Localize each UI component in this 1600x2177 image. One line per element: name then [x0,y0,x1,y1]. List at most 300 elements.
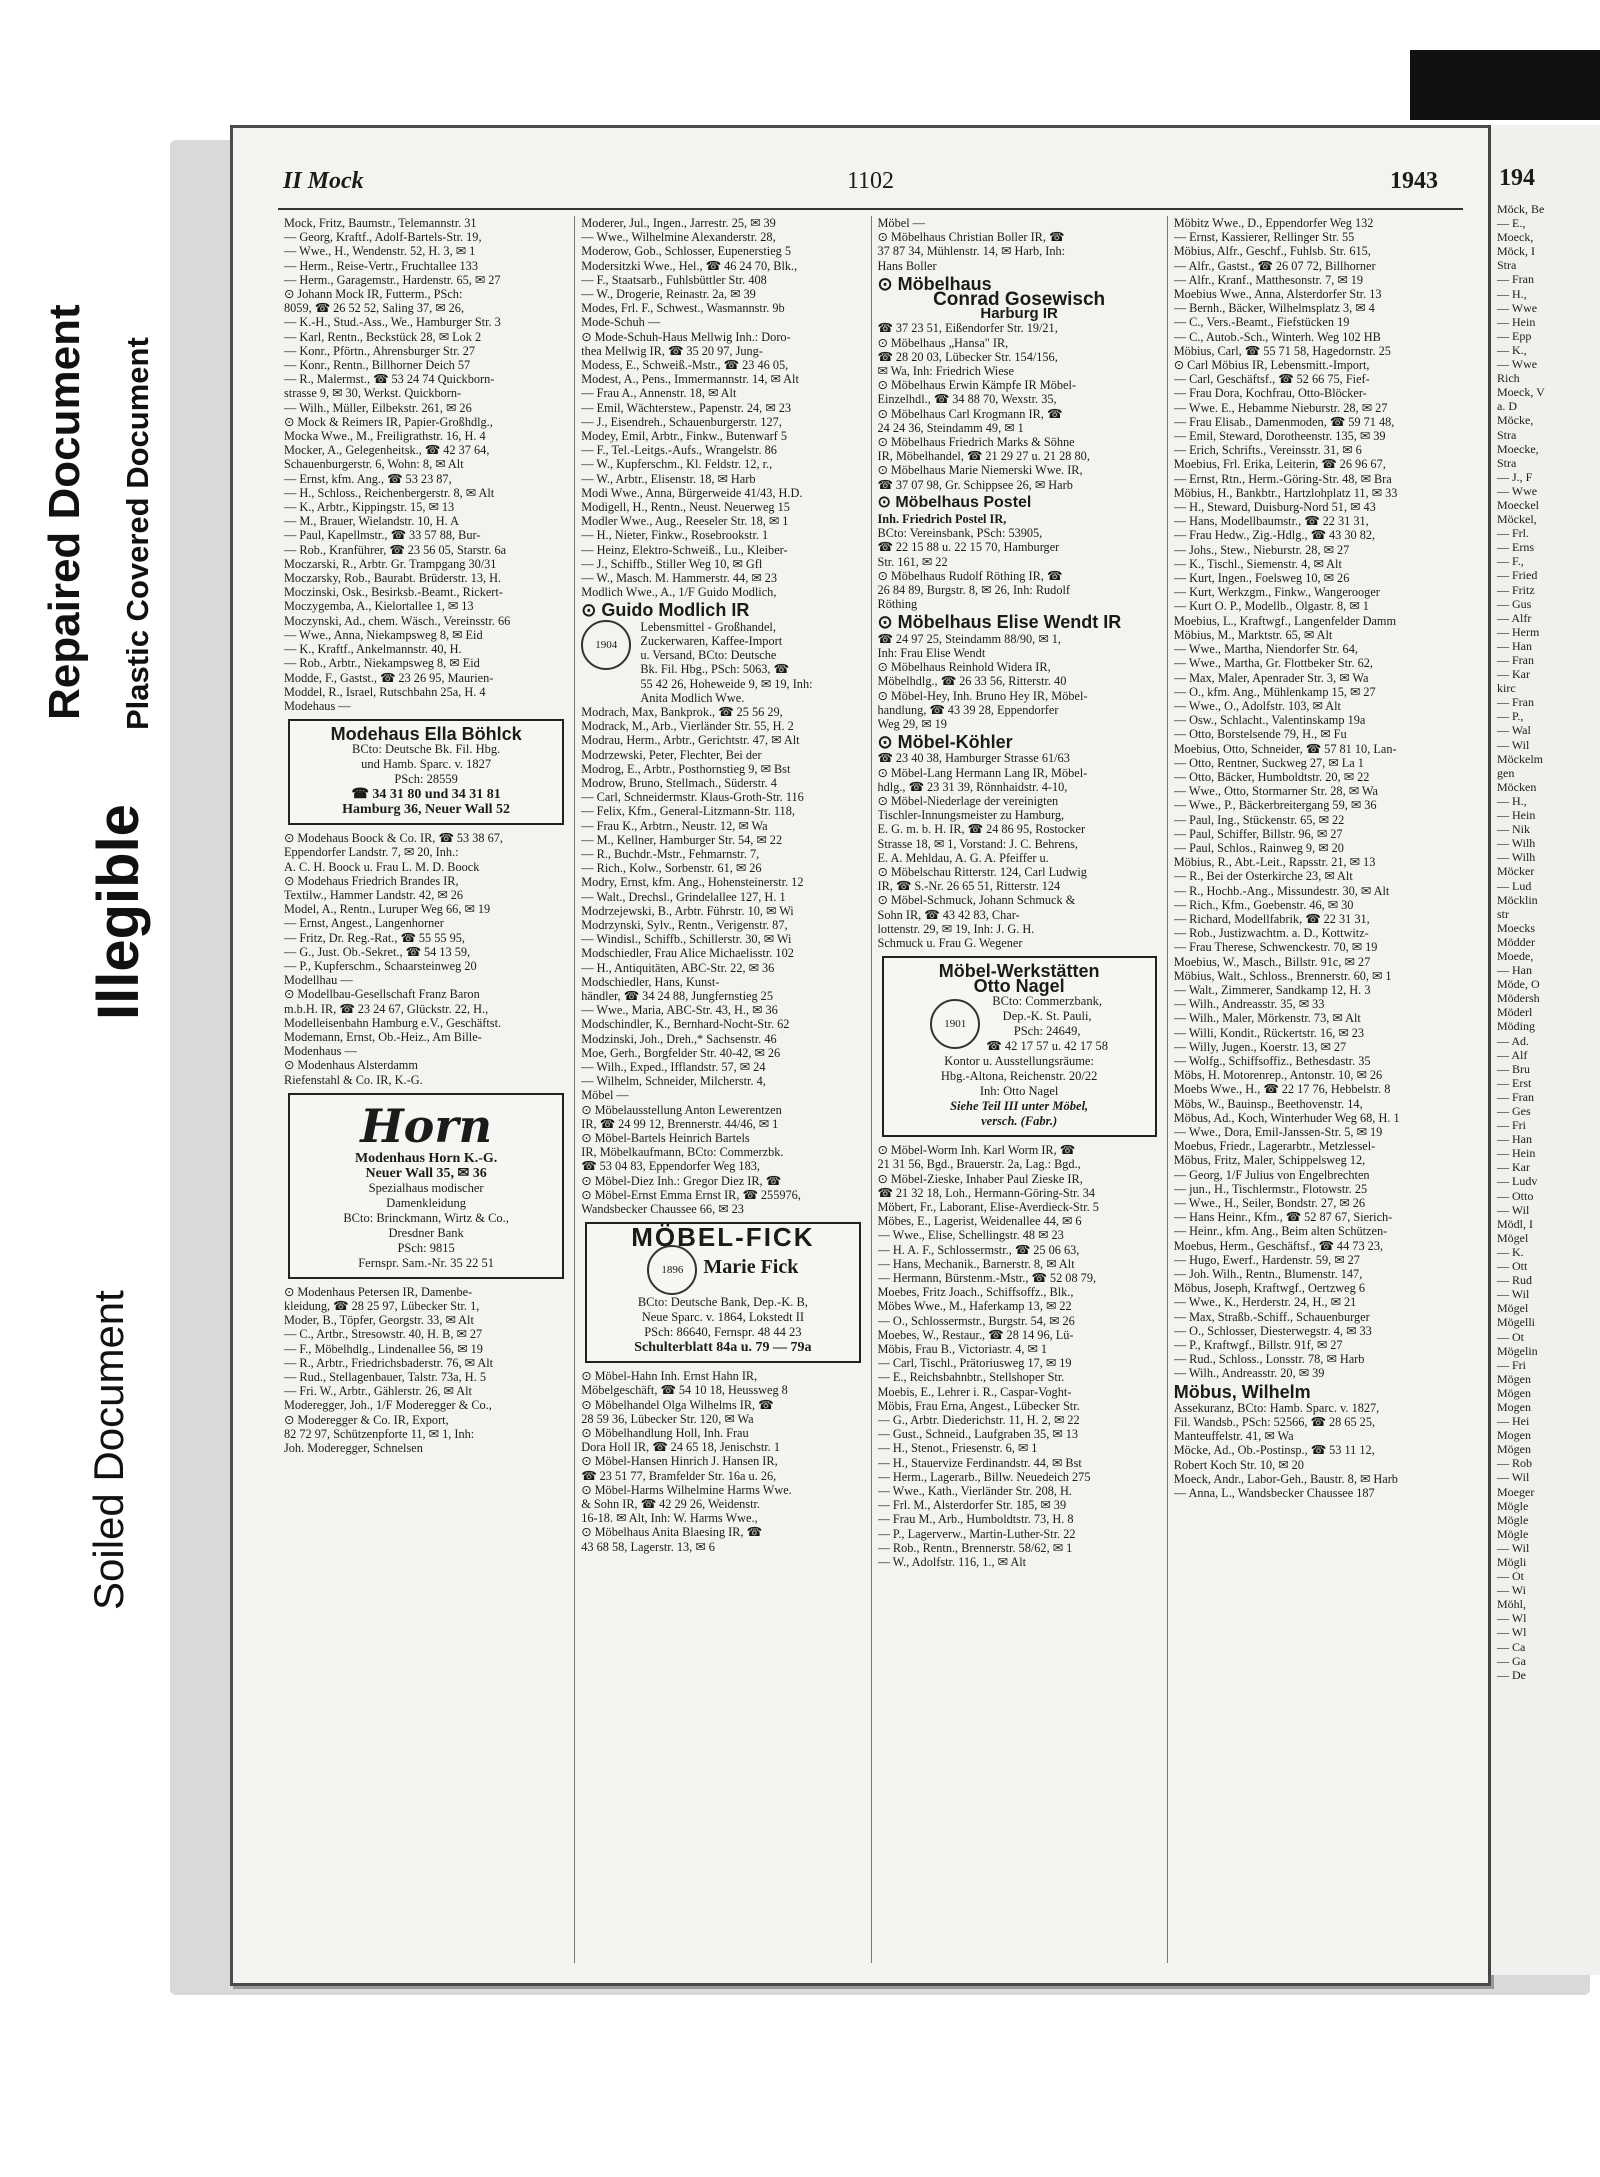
directory-entry: ☎ 53 04 83, Eppendorfer Weg 183, [581,1159,760,1174]
directory-entry: — Wil [1497,1540,1530,1555]
directory-entry: — Hein [1497,808,1536,823]
directory-entry: — Hein [1497,314,1536,329]
directory-entry: Modrach, Max, Bankprok., ☎ 25 56 29, [581,704,783,719]
directory-entry: Mögen [1497,1371,1531,1386]
directory-entry: — Frau Elisab., Damenmoden, ☎ 59 71 48, [1173,414,1395,429]
directory-entry: Modrzynski, Sylv., Rentn., Verigenstr. 87, [581,917,788,932]
directory-entry: Moebius Wwe., Anna, Alsterdorfer Str. 13 [1173,287,1382,302]
directory-entry: Mödl, I [1497,1216,1533,1231]
directory-entry: Möckel, [1497,512,1537,527]
directory-entry: — G., Arbtr. Diederichstr. 11, H. 2, ✉ 22 [877,1413,1080,1428]
directory-entry: Dora Holl IR, ☎ 24 65 18, Jenischstr. 1 [581,1440,780,1455]
ad-nagel-see: Siehe Teil III unter Möbel, [950,1099,1089,1114]
directory-entry: — R., Malermst., ☎ 53 24 74 Quickborn- [284,372,495,387]
directory-entry: Stra [1497,427,1517,442]
col1c-entries [284,1285,568,1455]
col2-entries [581,216,864,599]
page-header [283,168,1458,208]
directory-entry: händler, ☎ 34 24 88, Jungfernstieg 25 [581,988,773,1003]
directory-entry: m.b.H. IR, ☎ 23 24 67, Glückstr. 22, H., [284,1001,489,1016]
directory-entry: — Rob., Rentn., Brennerstr. 58/62, ✉ 1 [877,1540,1073,1555]
directory-entry: — Lud [1497,878,1532,893]
directory-entry: — Osw., Schlacht., Valentinskamp 19a [1173,713,1366,728]
directory-entry: Einzelhdl., ☎ 34 88 70, Wexstr. 35, [877,392,1057,407]
ad-horn-desc2: Damenkleidung [386,1195,467,1210]
directory-entry: Tischler-Innungsmeister zu Hamburg, [877,808,1065,823]
directory-entry: Moeck, Andr., Labor-Geh., Baustr. 8, ✉ Harb [1173,1471,1398,1486]
directory-entry: — Erich, Schrifts., Vereinsstr. 31, ✉ 6 [1173,443,1362,458]
directory-entry: ⊙ Johann Mock IR, Futterm., PSch: [284,287,463,302]
kohler-title: ⊙ Möbel-Köhler [877,732,1013,753]
directory-entry: Modler Wwe., Aug., Reeseler Str. 18, ✉ 1 [581,514,789,529]
directory-entry: Textilw., Hammer Landstr. 42, ✉ 26 [284,887,464,902]
directory-entry: — Herm., Lagerarb., Billw. Neuedeich 275 [877,1469,1091,1484]
wilhelm-l2: Fil. Wandsb., PSch: 52566, ☎ 28 65 25, [1173,1415,1376,1430]
directory-entry: Moebs Wwe., H., ☎ 22 17 76, Hebbelstr. 8 [1173,1082,1391,1097]
col1b-entries [284,831,568,1087]
directory-entry: Moczarski, R., Arbtr. Gr. Trampgang 30/31 [284,556,497,571]
col1-entries [284,216,568,713]
directory-entry: Robert Koch Str. 10, ✉ 20 [1173,1457,1304,1472]
next-page-year: 194 [1499,165,1535,191]
directory-entry: — O., Schlossermstr., Burgstr. 54, ✉ 26 [877,1313,1075,1328]
directory-entry: — J., Schiffb., Stiller Weg 10, ✉ Gfl [581,556,763,571]
directory-entry: hdlg., ☎ 23 31 39, Rönnhaidstr. 4-10, [877,779,1068,794]
directory-entry: Moczinski, Osk., Besirksb.-Beamt., Rickert- [284,585,503,600]
directory-entry: Modemann, Ernst, Ob.-Heiz., Am Bille- [284,1029,482,1044]
ad-horn-bank2: Dresdner Bank [388,1225,464,1240]
directory-entry: — Anna, L., Wandsbecker Chaussee 187 [1173,1486,1375,1501]
directory-entry: BCto: Vereinsbank, PSch: 53905, [877,526,1043,541]
directory-entry: — K., [1497,342,1527,357]
directory-entry: 26 84 89, Burgstr. 8, ✉ 26, Inh: Rudolf [877,583,1070,598]
directory-entry: ☎ 23 51 77, Bramfelder Str. 16a u. 26, [581,1468,777,1483]
directory-entry: gen [1497,765,1515,780]
directory-entry: Mödersh [1497,991,1540,1006]
col2b-entries [581,705,864,1216]
ad-horn-desc1: Spezialhaus modischer [368,1180,484,1195]
directory-entry: — Wilh., Maler, Mörkenstr. 73, ✉ Alt [1173,1011,1361,1026]
directory-entry: — Willy, Jugen., Koerstr. 13, ✉ 27 [1173,1039,1347,1054]
directory-entry: Moczynski, Ad., chem. Wäsch., Vereinsstr. 66 [284,613,511,628]
directory-entry: — Wwe [1497,357,1538,372]
directory-entry: Modrack, M., Arb., Vierländer Str. 55, H. 2 [581,719,794,734]
directory-entry: — Ott [1497,1259,1528,1274]
directory-entry: Stra [1497,258,1517,273]
directory-entry: Moderow, Gob., Schlosser, Eupenerstieg 5 [581,244,792,259]
directory-entry: Modde, F., Gastst., ☎ 23 26 95, Maurien- [284,670,494,685]
directory-entry: — Rob., Arbtr., Niekampsweg 8, ✉ Eid [284,656,480,671]
directory-entry: Stra [1497,455,1517,470]
directory-entry: — E., Reichsbahnbtr., Stellshoper Str. [877,1370,1065,1385]
directory-entry: Eppendorfer Landstr. 7, ✉ 20, Inh.: [284,845,459,860]
directory-entry: Sohn IR, ☎ 43 42 83, Char- [877,907,1020,922]
ad-bohlck-addr: Hamburg 36, Neuer Wall 52 [342,802,511,818]
directory-entry: Möbelhdlg., ☎ 26 33 56, Ritterstr. 40 [877,674,1067,689]
directory-entry: ⊙ Möbelhandlung Holl, Inh. Frau [581,1426,749,1441]
directory-entry: — Emil, Wächterstew., Papenstr. 24, ✉ 23 [581,400,791,415]
directory-entry: Moebes, Fritz Joach., Schiffsoffz., Blk., [877,1285,1074,1300]
directory-entry: — Fran [1497,653,1534,667]
directory-entry: Modess, E., Schweiß.-Mstr., ☎ 23 46 05, [581,358,789,373]
gosewisch-l4: ☎ 37 23 51, Eißendorfer Str. 19/21, [877,321,1058,336]
directory-entry: Möbis, Frau Erna, Angest., Lübecker Str. [877,1398,1080,1413]
directory-entry: — W., Adolfstr. 116, 1., ✉ Alt [877,1555,1027,1570]
directory-entry: Mögel [1497,1230,1529,1245]
directory-entry: — Carl, Schneidermstr. Klaus-Groth-Str. 116 [581,790,804,805]
guido-seal-icon: 1904 [581,620,631,670]
directory-entry: ⊙ Möbel-Harms Wilhelmine Harms Wwe. [581,1482,792,1497]
directory-entry: — Carl, Tischl., Prätoriusweg 17, ✉ 19 [877,1356,1072,1371]
directory-entry: Modrau, Herm., Arbtr., Gerichtstr. 47, ✉ Alt [581,733,800,748]
directory-entry: ⊙ Möbelhaus Christian Boller IR, ☎ [877,230,1065,245]
directory-entry: — K., Arbtr., Kippingstr. 15, ✉ 13 [284,500,455,515]
directory-entry: Mode-Schuh — [581,315,661,330]
directory-entry: — Han [1497,638,1532,653]
directory-entry: — M., Brauer, Wielandstr. 10, H. A [284,514,460,529]
next-page-entries [1491,202,1600,1682]
directory-entry: E. G. m. b. H. IR, ☎ 24 86 95, Rostocker [877,822,1086,837]
directory-entry: — Wwe [1497,300,1538,315]
postel-l2: Inh. Friedrich Postel IR, [877,512,1007,527]
directory-entry: 28 59 36, Lübecker Str. 120, ✉ Wa [581,1411,754,1426]
directory-entry: — Otto [1497,1188,1534,1203]
page-number: 1102 [846,168,895,194]
directory-entry: — Wl [1497,1625,1527,1640]
ad-horn-bank: BCto: Brinckmann, Wirtz & Co., [343,1210,509,1225]
directory-entry: ☎ 23 40 38, Hamburger Strasse 61/63 [877,751,1070,766]
directory-entry: Möbus, Joseph, Kraftwgf., Oertzweg 6 [1173,1281,1365,1296]
directory-entry: u. Versand, BCto: Deutsche [640,648,777,663]
directory-entry: — Frl. M., Alsterdorfer Str. 185, ✉ 39 [877,1498,1067,1513]
directory-entry: — K. [1497,1244,1524,1259]
guido-lines [640,620,812,705]
column-3 [871,216,1167,1963]
directory-entry: ⊙ Möbelhaus Friedrich Marks & Söhne [877,435,1075,450]
directory-entry: Moebius, L., Kraftwgf., Langenfelder Damm [1173,613,1397,628]
directory-entry: — W., Arbtr., Elisenstr. 18, ✉ Harb [581,471,756,486]
directory-entry: Möbius, M., Marktstr. 65, ✉ Alt [1173,627,1333,642]
label-plastic: Plastic Covered Document [120,337,155,730]
directory-entry: — Wwe., O., Adolfstr. 103, ✉ Alt [1173,698,1341,713]
directory-entry: — Alf [1497,1047,1528,1062]
label-soiled: Soiled Document [85,1290,132,1610]
directory-entry: Str. 161, ✉ 22 [877,554,948,569]
directory-entry: Modelleisenbahn Hamburg e.V., Geschäftst. [284,1015,502,1030]
directory-entry: — Herm., Garagemstr., Hardenstr. 65, ✉ 27 [284,272,501,287]
directory-entry: Möcke, [1497,413,1534,428]
directory-entry: ☎ 37 07 98, Gr. Schippsee 26, ✉ Harb [877,477,1073,492]
directory-entry: Mocka Wwe., M., Freiligrathstr. 16, H. 4 [284,429,486,444]
directory-entry: — Emil, Steward, Dorotheenstr. 135, ✉ 39 [1173,429,1386,444]
directory-entry: — Ernst, Rtn., Herm.-Göring-Str. 48, ✉ Bra [1173,471,1392,486]
directory-entry: Modrzejewski, B., Arbtr. Führstr. 10, ✉ Wi [581,903,794,918]
directory-entry: — Bernh., Bäcker, Wilhelmsplatz 3, ✉ 4 [1173,301,1375,316]
directory-entry: ⊙ Möbel-Schmuck, Johann Schmuck & [877,893,1076,908]
directory-entry: ⊙ Möbel-Hey, Inh. Bruno Hey IR, Möbel- [877,688,1088,703]
directory-entry: Wandsbecker Chaussee 66, ✉ 23 [581,1202,744,1217]
ad-nagel-see2: versch. (Fabr.) [981,1114,1058,1129]
directory-entry: Möcker [1497,864,1535,879]
directory-entry: 43 68 58, Lagerstr. 13, ✉ 6 [581,1539,715,1554]
directory-entry: Modschiedler, Hans, Kunst- [581,974,720,989]
directory-entry: Mögle [1497,1512,1529,1527]
directory-entry: ⊙ Möbelhaus Rudolf Röthing IR, ☎ [877,568,1063,583]
col4-entries [1174,216,1457,1381]
ad-horn-addr: Neuer Wall 35, ✉ 36 [365,1165,487,1181]
directory-entry: — Hugo, Ewerf., Hardenstr. 59, ✉ 27 [1173,1252,1360,1267]
directory-entry: ⊙ Mode-Schuh-Haus Mellwig Inh.: Doro- [581,329,791,344]
directory-entry: Rich [1497,371,1520,386]
directory-entry: Moebius, Otto, Schneider, ☎ 57 81 10, Lan- [1173,741,1397,756]
directory-entry: ☎ 22 15 88 u. 22 15 70, Hamburger [877,540,1060,555]
directory-entry: Möbius, Walt., Schloss., Brennerstr. 60, ✉ 1 [1173,968,1392,983]
directory-entry: — Fran [1497,272,1534,287]
col3f-entries [878,1143,1161,1569]
directory-entry: — Wil [1497,737,1530,752]
directory-entry: Hans Boller [877,258,937,273]
directory-entry: — Otto, Rentner, Suckweg 27, ✉ La 1 [1173,755,1364,770]
directory-entry: — Erst [1497,1075,1532,1090]
directory-entry: Möbes Wwe., M., Haferkamp 13, ✉ 22 [877,1299,1072,1314]
directory-entry: IR, ☎ S.-Nr. 26 65 51, Ritterstr. 124 [877,879,1061,894]
ad-nagel-name: Otto Nagel [973,976,1065,997]
directory-entry: Möbel — [877,216,925,230]
directory-entry: Modschiedler, Frau Alice Michaelisstr. 102 [581,946,794,961]
directory-entry: Möding [1497,1019,1536,1034]
directory-entry: — H., Stauervize Ferdinandstr. 44, ✉ Bst [877,1455,1082,1470]
directory-entry: Moczygemba, A., Kielortallee 1, ✉ 13 [284,599,474,614]
directory-entry: — Wilh., Andreasstr. 20, ✉ 39 [1173,1366,1325,1381]
directory-entry: Moeger [1497,1484,1535,1499]
directory-entry: — R., Hochb.-Ang., Missundestr. 30, ✉ Alt [1173,883,1390,898]
directory-entry: Möcken [1497,779,1537,794]
directory-entry: — Frau Dora, Kochfrau, Otto-Blöcker- [1173,386,1367,401]
directory-entry: Modry, Ernst, kfm. Ang., Hohensteinerstr. 12 [581,875,804,890]
directory-entry: — Rud., Schloss., Lonsstr. 78, ✉ Harb [1173,1352,1365,1367]
directory-entry: — Fritz [1497,582,1535,597]
columns [278,216,1463,1963]
directory-entry: ⊙ Möbel-Hahn Inh. Ernst Hahn IR, [581,1369,758,1384]
directory-entry: Moder, B., Töpfer, Georgstr. 33, ✉ Alt [284,1313,474,1328]
directory-entry: Strasse 18, ✉ 1, Vorstand: J. C. Behrens, [877,836,1078,851]
directory-entry: — H., Nieter, Finkw., Rosebrookstr. 1 [581,528,769,543]
directory-entry: — Ernst, Angest., Langenhorner [284,916,444,931]
directory-entry: strasse 9, ✉ 30, Werkst. Quickborn- [284,386,462,401]
directory-entry: — Wwe., Elise, Schellingstr. 48 ✉ 23 [877,1228,1064,1243]
directory-entry: — Rob [1497,1456,1533,1471]
directory-entry: — R., Buchdr.-Mstr., Fehmarnstr. 7, [581,846,760,861]
directory-entry: ⊙ Möbel-Niederlage der vereinigten [877,793,1059,808]
directory-entry: Möbelgeschäft, ☎ 54 10 18, Heussweg 8 [581,1383,788,1398]
directory-entry: Joh. Moderegger, Schnelsen [284,1441,423,1455]
directory-entry: Möbes, E., Lagerist, Weidenallee 44, ✉ 6 [877,1214,1082,1229]
directory-entry: ⊙ Möbel-Hansen Hinrich J. Hansen IR, [581,1454,778,1469]
directory-entry: — Ernst, Kassierer, Rellinger Str. 55 [1173,230,1355,245]
directory-entry: — Willi, Kondit., Rückertstr. 16, ✉ 23 [1173,1025,1365,1040]
directory-entry: — Kurt, Werkzgm., Finkw., Wangerooger [1173,585,1380,600]
ad-fick-bank2: Neue Sparc. v. 1864, Lokstedt II [641,1310,805,1325]
directory-entry: Möbel — [581,1088,629,1103]
directory-entry: Möcklin [1497,892,1538,907]
directory-entry: Bk. Fil. Hbg., PSch: 5063, ☎ [640,662,789,677]
ad-horn-phone: Fernspr. Sam.-Nr. 35 22 51 [358,1255,494,1270]
column-2 [574,216,870,1963]
directory-entry: Mögelli [1497,1315,1535,1330]
col3-entries [878,216,1161,273]
directory-entry: Moebius, W., Masch., Billstr. 91c, ✉ 27 [1173,954,1371,969]
directory-entry: Moczarsky, Rob., Baurabt. Brüderstr. 13, H. [284,571,502,586]
label-illegible: Illegible [86,804,151,1020]
directory-entry: Moecks [1497,920,1535,935]
ad-fick-addr: Schulterblatt 84a u. 79 — 79a [634,1340,812,1356]
ad-bohlck-bank2: und Hamb. Sparc. v. 1827 [361,757,492,772]
wilhelm-l3: Manteuffelstr. 41, ✉ Wa [1173,1429,1294,1444]
directory-entry: ⊙ Modellbau-Gesellschaft Franz Baron [284,987,480,1002]
directory-entry: — R., Bei der Osterkirche 23, ✉ Alt [1173,869,1353,884]
directory-entry: Mögle [1497,1526,1529,1541]
directory-entry: — Erns [1497,540,1534,555]
directory-entry: Möbius, Alfr., Geschf., Fuhlsb. Str. 615, [1173,244,1371,259]
directory-entry: — Gust., Schneid., Laufgraben 35, ✉ 13 [877,1427,1079,1442]
directory-entry: Moddel, R., Israel, Rutschbahn 25a, H. 4 [284,684,486,699]
guido-title: ⊙ Guido Modlich IR [581,600,750,621]
directory-entry: Mock, Fritz, Baumstr., Telemannstr. 31 [284,216,477,230]
directory-entry: Modi Wwe., Anna, Bürgerweide 41/43, H.D. [581,485,803,500]
ad-bohlck-bank: BCto: Deutsche Bk. Fil. Hbg. [351,742,501,757]
ad-bohlck-psch: PSch: 28559 [394,772,458,787]
directory-entry: — Rich., Kolw., Sorbenstr. 61, ✉ 26 [581,861,762,876]
black-corner-tab [1410,50,1600,120]
directory-entry: — W., Masch. M. Hammerstr. 44, ✉ 23 [581,571,778,586]
directory-entry: 16-18. ✉ Alt, Inh: W. Harms Wwe., [581,1511,758,1526]
directory-entry: ⊙ Möbelhaus Reinhold Widera IR, [877,660,1051,675]
ad-nagel-seal-icon: 1901 [930,999,980,1049]
directory-entry: 37 87 34, Mühlenstr. 14, ✉ Harb, Inh: [877,244,1066,259]
ad-horn-name: Modenhaus Horn K.-G. [354,1150,498,1166]
year: 1943 [1390,168,1438,194]
top-margin [0,0,1600,50]
directory-entry: Modlich Wwe., A., 1/F Guido Modlich, [581,585,777,600]
directory-entry: — Kurt, Ingen., Foelsweg 10, ✉ 26 [1173,571,1350,586]
directory-entry: — Windisl., Schiffb., Schillerstr. 30, ✉ Wi [581,932,792,947]
directory-entry: — Wwe [1497,483,1538,498]
directory-entry: — Wwe., Martha, Gr. Flottbeker Str. 62, [1173,656,1373,671]
directory-entry: — Wwe., H., Seiler, Bondstr. 27, ✉ 26 [1173,1196,1366,1211]
directory-entry: Zuckerwaren, Kaffee-Import [640,633,783,648]
directory-entry: Möbius, H., Bankbtr., Hartzlohplatz 11, ✉ 33 [1173,485,1398,500]
directory-entry: — Wilh [1497,850,1536,865]
directory-entry: — Herm., Reise-Vertr., Fruchtallee 133 [284,258,478,273]
gosewisch-l2: Conrad Gosewisch [933,289,1106,311]
directory-entry: Moebis, E., Lehrer i. R., Caspar-Voght- [877,1384,1072,1399]
directory-entry: — Walt., Zimmerer, Sandkamp 12, H. 3 [1173,982,1371,997]
ad-bohlck-phone: ☎ 34 31 80 und 34 31 81 [351,787,501,803]
ad-horn [288,1093,564,1279]
directory-entry: — Fritz, Dr. Reg.-Rat., ☎ 55 55 95, [284,930,465,945]
directory-entry: — Fri [1497,1118,1527,1133]
directory-entry: Modschindler, K., Bernhard-Nocht-Str. 62 [581,1017,790,1032]
directory-entry: Moebius, Frl. Erika, Leiterin, ☎ 26 96 67, [1173,457,1386,472]
directory-entry: ⊙ Möbelausstellung Anton Lewerentzen [581,1102,782,1117]
directory-entry: Möbius, Carl, ☎ 55 71 58, Hagedornstr. 25 [1173,343,1391,358]
directory-entry: — Hei [1497,1414,1530,1429]
directory-entry: Modey, Emil, Arbtr., Finkw., Butenwarf 5 [581,429,787,444]
header-rule [278,208,1463,210]
directory-entry: — Alfr., Gastst., ☎ 26 07 72, Billhorner [1173,258,1376,273]
guido-block [581,620,864,705]
ad-horn-logo: Horn [360,1098,493,1153]
directory-entry: Mögel [1497,1301,1529,1316]
directory-entry: — Fran [1497,1089,1534,1104]
directory-entry: — Alfr [1497,610,1532,625]
directory-entry: ☎ 28 20 03, Lübecker Str. 154/156, [877,349,1058,364]
directory-entry: Möbus, Ad., Koch, Winterhuder Weg 68, H. 1 [1173,1110,1400,1125]
directory-entry: — Ges [1497,1104,1531,1118]
directory-entry: Moderer, Jul., Ingen., Jarrestr. 25, ✉ 39 [581,216,776,230]
directory-entry: — Wilh [1497,836,1536,851]
directory-entry: — jun., H., Tischlermstr., Flotowstr. 25 [1173,1181,1368,1196]
directory-entry: ⊙ Möbel-Diez Inh.: Gregor Diez IR, ☎ [581,1173,782,1188]
directory-entry: Möbis, Frau B., Victoriastr. 4, ✉ 1 [877,1342,1048,1356]
ad-nagel-title: Möbel-Werkstätten [938,961,1100,982]
directory-entry: ⊙ Möbelhaus Anita Blaesing IR, ☎ [581,1525,762,1540]
directory-entry: — C., Artbr., Stresowstr. 40, H. B, ✉ 27 [284,1327,483,1342]
directory-entry: Moeckel [1497,497,1539,512]
col4b-entries [1174,1443,1457,1500]
directory-entry: Moeck, [1497,230,1534,245]
directory-entry: — Paul, Schiffer, Billstr. 96, ✉ 27 [1173,826,1343,841]
directory-entry: Röthing [877,597,918,612]
directory-entry: — H., Steward, Duisburg-Nord 51, ✉ 43 [1173,500,1376,515]
directory-entry: — P., Kupferschm., Schaarsteinweg 20 [284,958,477,973]
directory-entry: — F., Tel.-Leitgs.-Aufs., Wrangelstr. 86 [581,443,777,458]
directory-entry: a. D [1497,399,1517,414]
directory-entry: ⊙ Möbelhaus Marie Niemerski Wwe. IR, [877,463,1083,478]
directory-page [230,125,1491,1986]
label-repaired: Repaired Document [40,304,89,720]
directory-entry: — E., [1497,216,1526,231]
ad-horn-psch: PSch: 9815 [397,1240,455,1255]
directory-entry: — H., Antiquitäten, ABC-Str. 22, ✉ 36 [581,960,775,975]
ad-nagel [882,956,1157,1137]
directory-entry: Möbius, R., Abt.-Leit., Rapsstr. 21, ✉ 13 [1173,855,1376,870]
directory-entry: ⊙ Möbelhaus „Hansa" IR, [877,335,1009,350]
directory-entry: Modrzewski, Peter, Flechter, Bei der [581,747,762,762]
col2c-entries [581,1369,864,1554]
directory-entry: — Wwe., Maria, ABC-Str. 43, H., ✉ 36 [581,1003,778,1018]
directory-entry: — M., Kellner, Hamburger Str. 54, ✉ 22 [581,832,783,847]
directory-entry: — Ot [1497,1329,1524,1344]
directory-entry: ☎ 21 32 18, Loh., Hermann-Göring-Str. 34 [877,1185,1096,1200]
directory-entry: — Paul, Ing., Stückenstr. 65, ✉ 22 [1173,812,1345,827]
ad-nagel-bank2: Dep.-K. St. Pauli, [1002,1009,1092,1024]
directory-entry: — Rud [1497,1273,1533,1288]
next-page-edge [1488,125,1600,1975]
directory-entry: — Otto, Bäcker, Humboldtstr. 20, ✉ 22 [1173,769,1370,784]
directory-entry: — H. A. F., Schlossermstr., ☎ 25 06 63, [877,1242,1080,1257]
directory-entry: — H., [1497,793,1527,808]
directory-entry: — Ca [1497,1639,1526,1654]
directory-entry: ⊙ Mock & Reimers IR, Papier-Großhdlg., [284,414,493,429]
directory-entry: — Rich., Kfm., Goebenstr. 46, ✉ 30 [1173,897,1354,912]
directory-entry: Modenhaus — [284,1044,357,1059]
directory-entry: — Wwe., P., Bäckerbreitergang 59, ✉ 36 [1173,798,1377,813]
ad-fick-bank: BCto: Deutsche Bank, Dep.-K. B, [637,1295,808,1310]
directory-entry: — Kar [1497,667,1530,682]
directory-entry: ⊙ Möbel-Lang Hermann Lang IR, Möbel- [877,765,1088,780]
directory-entry: Mogen [1497,1399,1531,1414]
